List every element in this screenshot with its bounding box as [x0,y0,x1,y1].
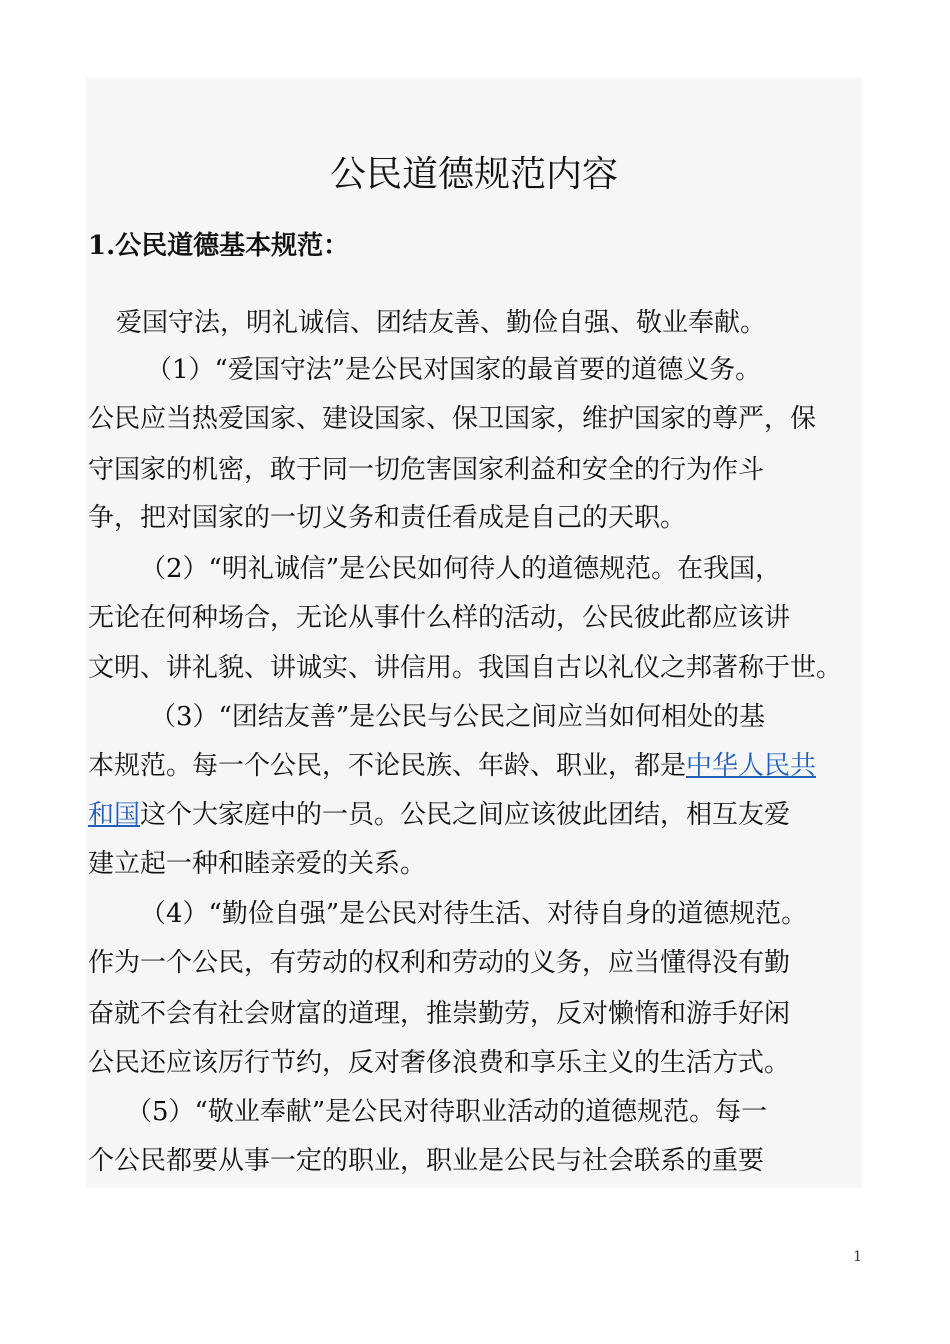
section-heading: 1.公民道德基本规范： [88,231,350,261]
paragraph-line [88,748,816,784]
paragraph-line: 奋就不会有社会财富的道理，推崇勤劳，反对懒惰和游手好闲 [88,999,791,1029]
paragraph-text: 本规范。每一个公民，不论民族、年龄、职业，都是 [88,751,687,781]
paragraph-line: 文明、讲礼貌、讲诚实、讲信用。我国自古以礼仪之邦著称于世。 [88,653,843,683]
paragraph-line: 无论在何种场合，无论从事什么样的活动，公民彼此都应该讲 [88,603,791,633]
paragraph-line: 公民应当热爱国家、建设国家、保卫国家，维护国家的尊严，保 [88,404,817,434]
paragraph-line: 个公民都要从事一定的职业，职业是公民与社会联系的重要 [88,1146,765,1176]
page-number: 1 [853,1249,862,1265]
paragraph-line: 建立起一种和睦亲爱的关系。 [88,849,427,879]
paragraph-line: （1）“爱国守法”是公民对国家的最首要的道德义务。 [146,355,762,385]
paragraph-line: （2）“明礼诚信”是公民如何待人的道德规范。在我国， [140,554,782,584]
paragraph-line: 公民还应该厉行节约，反对奢侈浪费和享乐主义的生活方式。 [88,1048,791,1078]
document-title: 公民道德规范内容 [329,154,618,195]
paragraph-text: 这个大家庭中的一员。公民之间应该彼此团结，相互友爱 [140,800,791,830]
paragraph-line: 作为一个公民，有劳动的权利和劳动的义务，应当懂得没有勤 [88,948,791,978]
paragraph-line: 守国家的机密，敢于同一切危害国家利益和安全的行为作斗 [88,455,765,485]
paragraph-line: 爱国守法，明礼诚信、团结友善、勤俭自强、敬业奉献。 [116,308,767,338]
paragraph-line: （5）“敬业奉献”是公民对待职业活动的道德规范。每一 [126,1097,768,1127]
paragraph-line: （3）“团结友善”是公民与公民之间应当如何相处的基 [150,702,766,732]
paragraph-line: （4）“勤俭自强”是公民对待生活、对待自身的道德规范。 [140,899,808,929]
prc-link-continued[interactable]: 和国 [88,800,141,830]
paragraph-line [88,797,790,833]
prc-link[interactable]: 中华人民共 [686,751,817,781]
paragraph-line: 争，把对国家的一切义务和责任看成是自己的天职。 [88,503,687,533]
